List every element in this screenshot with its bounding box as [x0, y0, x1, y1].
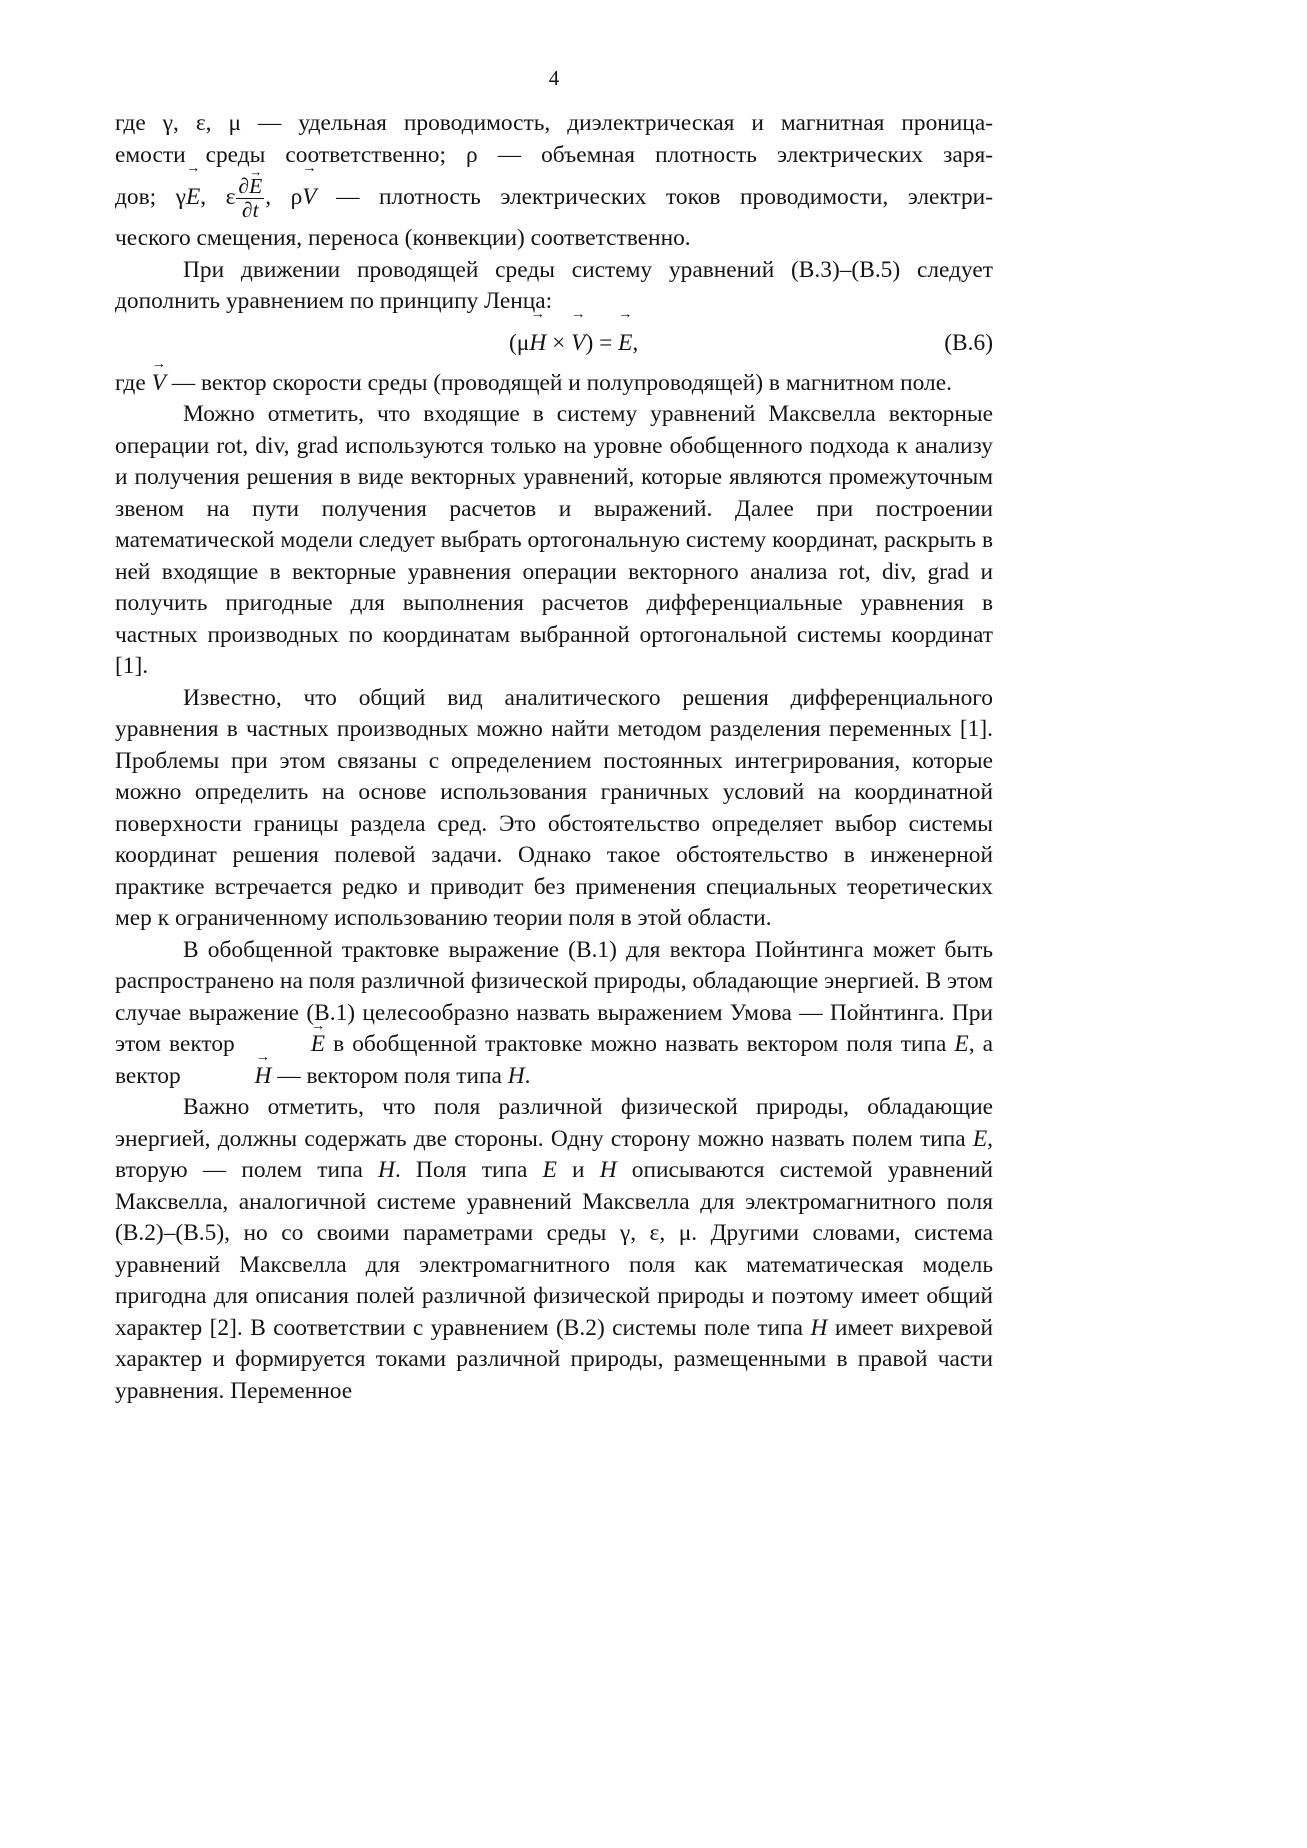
formula-vector-e: → E — [618, 318, 632, 368]
para7-type-e-1: E — [972, 1125, 988, 1152]
paragraph-field-sides — [115, 1092, 993, 1407]
paragraph-separation-method: Известно, что общий вид аналитического решения дифференциального уравнения в частных производных можно найти методом разделения переменных [1]. Проблемы при этом связаны с определением постоянных интегрирования, которые можно определить на основе использования граничных условий на координатной поверхности границы раздела сред. Это обстоятельство определяет выбор системы координат решения полевой задачи. Однако такое обстоятельство в инженерной практике встречается редко и приводит без применения специальных теоретических мер к ограниченному использованию теории поля в этой области. — [115, 684, 993, 931]
para7-t5: описываются системой уравнений Максвелла, аналогичной системе уравнений Максвелла для электромагнитного поля (В.2)–(В.5), но со своими параметрами среды γ, ε, μ. Другими словами, система уравнений Максвелла для электромагнитного поля как математическая модель пригодна для описания полей различной физической природы и поэтому имеет общий характер [2]. В соответствии с уравнением (В.2) системы поле типа — [115, 1157, 994, 1341]
para7-t4: и — [556, 1157, 600, 1183]
para3-start: где — [115, 369, 152, 396]
para7-type-h-1: H — [378, 1157, 395, 1183]
formula-b6 — [115, 318, 993, 368]
fraction-denominator: ∂t — [242, 198, 259, 223]
page-body — [115, 108, 993, 1407]
fraction-vector-e: → E — [249, 175, 262, 198]
paragraph-parameters-definition — [115, 108, 993, 255]
para6-text5: . — [524, 1062, 531, 1089]
formula-tail: , — [632, 329, 639, 356]
para1-line3-end: — плотность электрических токов проводимости, электри- — [316, 184, 993, 210]
para1-line3-start: дов; γ — [115, 184, 186, 210]
partial-derivative-fraction — [236, 175, 264, 223]
para7-t2: , вторую — полем типа — [115, 1125, 993, 1183]
page-number: 4 — [548, 66, 560, 90]
equation-number: (В.6) — [944, 329, 993, 356]
para1-line1: где γ, ε, μ — удельная проводимость, диэлектрическая и магнитная проница- — [115, 110, 993, 136]
para7-type-h-2: H — [599, 1157, 617, 1183]
formula-vector-v: → V — [571, 318, 585, 368]
paragraph-vector-operations: Можно отметить, что входящие в систему уравнений Максвелла векторные операции rot, div, grad используются только на уровне обобщенного подхода к анализу и получения решения в виде векторных уравнений, которые являются промежуточным звеном на пути получения расчетов и выражений. Далее при построении математической модели следует выбрать ортогональную систему координат, раскрыть в ней входящие в векторные уравнения операции векторного анализа rot, div, grad и получить пригодные для выполнения расчетов дифференциальные уравнения в частных производных по координатам выбранной ортогональной системы координат [1]. — [115, 401, 993, 679]
paragraph-velocity-definition — [115, 368, 993, 400]
para6-vector-e: → E — [243, 1029, 325, 1061]
para3-end: — вектор скорости среды (проводящей и полупроводящей) в магнитном поле. — [165, 369, 952, 396]
formula-equals: ) = — [585, 329, 619, 356]
formula-vector-h: → H — [529, 318, 546, 368]
para1-line2: емости среды соответственно; ρ — объемная плотность электрических заря- — [115, 141, 993, 168]
vector-v-symbol: → V — [302, 171, 316, 223]
para6-text1: В обобщенной трактовке выражение (В.1) для вектора Пойнтинга может быть распространено на поля различной физической природы, обладающие энергией. В этом случае выражение (В.1) целесообразно назвать выражением Умова — Пойнтинга. При этом вектор — [115, 936, 993, 1057]
para7-t1: Важно отметить, что поля различной физической природы, обладающие энергией, должны содержать две стороны. Одну сторону можно назвать полем типа — [115, 1094, 993, 1152]
para6-type-e: E — [954, 1031, 969, 1057]
paragraph-umov-poynting — [115, 935, 993, 1093]
para6-type-h: H — [507, 1062, 525, 1089]
para1-line4: ческого смещения, переноса (конвекции) соответственно. — [115, 225, 691, 251]
para7-type-h-3: H — [810, 1314, 828, 1341]
para6-text4: — вектором поля типа — [271, 1062, 508, 1089]
para1-comma-rho: , ρ — [265, 184, 303, 210]
formula-times: × — [546, 329, 572, 356]
para7-type-e-2: E — [542, 1157, 557, 1183]
para6-text2: в обобщенной трактовке можно назвать вектором поля типа — [325, 1031, 955, 1057]
para1-comma-epsilon: , ε — [200, 184, 236, 210]
paragraph-lenz-intro: При движении проводящей среды систему уравнений (В.3)–(В.5) следует дополнить уравнением по принципу Ленца: — [115, 256, 993, 314]
para6-text3: , а вектор — [115, 1031, 993, 1089]
formula-open: (μ — [509, 329, 530, 356]
para7-t6: имеет вихревой характер и формируется токами различной природы, размещенными в правой части уравнения. Переменное — [115, 1314, 993, 1404]
para6-vector-h: → H — [187, 1061, 272, 1093]
formula-expression — [509, 318, 638, 368]
vector-e-symbol: → E — [186, 171, 200, 223]
fraction-numerator-partial: ∂ — [238, 173, 250, 198]
para7-t3: . Поля типа — [394, 1157, 543, 1183]
para3-vector-v: → V — [152, 368, 166, 400]
